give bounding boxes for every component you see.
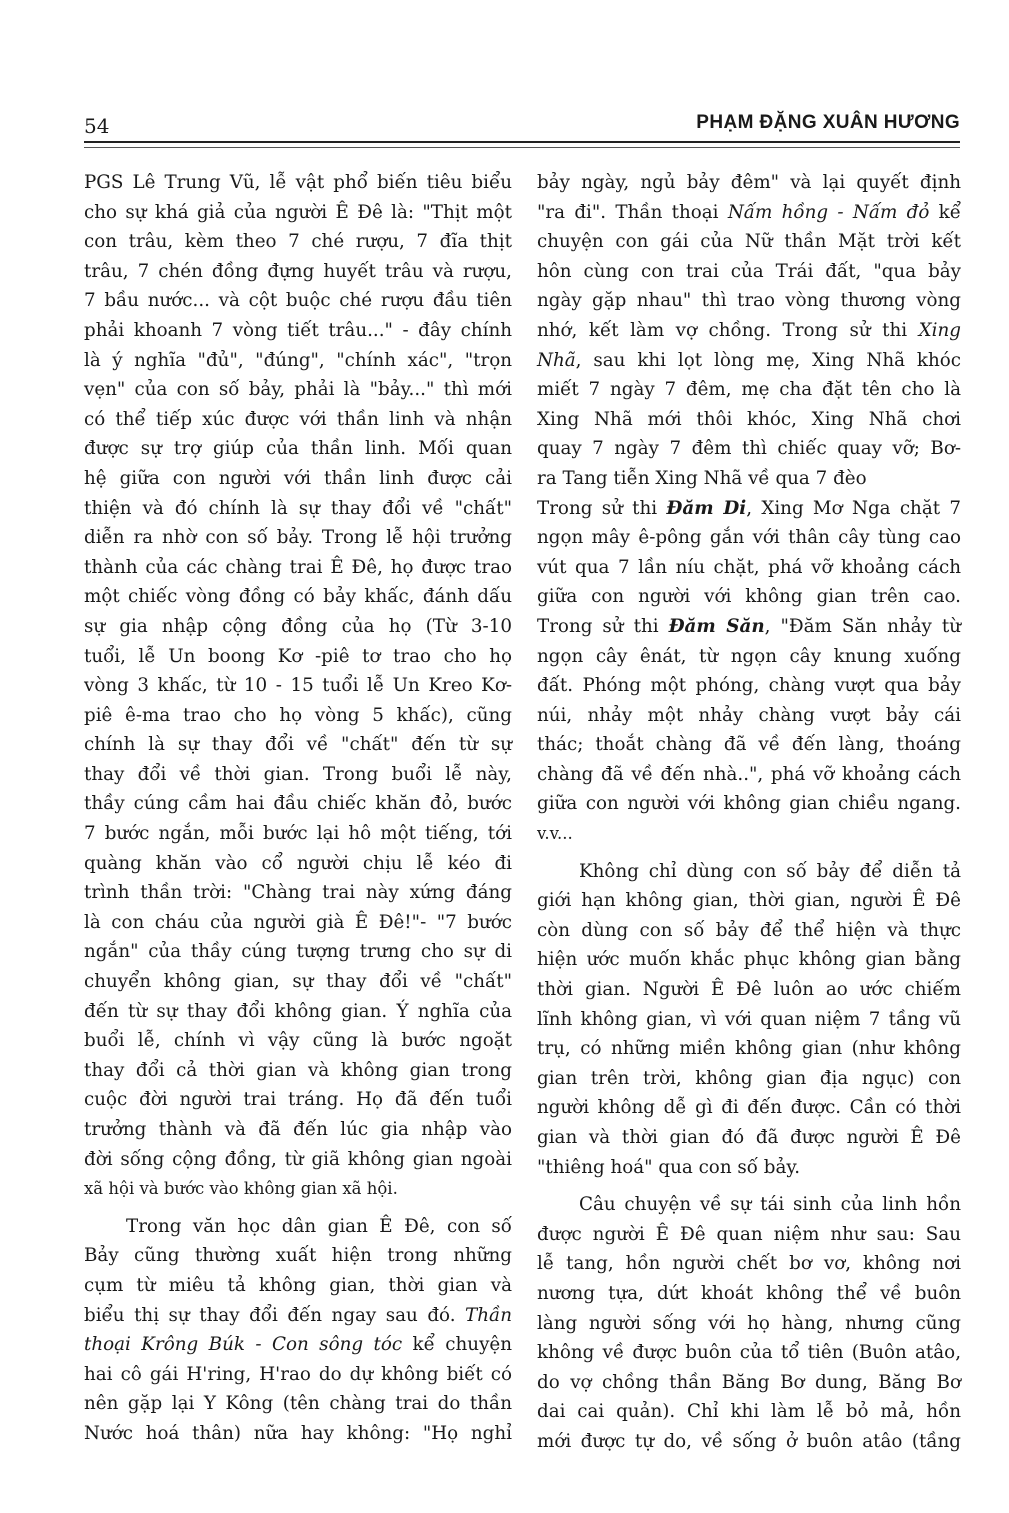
running-head-author: PHẠM ĐẶNG XUÂN HƯƠNG [696, 112, 960, 133]
text-line: thời gian. Người Ê Đê luôn ao ước chiếm [537, 979, 961, 1001]
text-line: đến từ sự thay đổi không gian. Ý nghĩa của [84, 1000, 512, 1022]
text-line: thay đổi cả thời gian và không gian trong [84, 1059, 512, 1081]
text-line: ngọn cây ênát, từ ngọn cây knung xuống [537, 645, 961, 667]
text-line: được sự trợ giúp của thần linh. Mối quan [84, 438, 512, 460]
text-line: piê ê-ma trao cho họ vòng 5 khấc), cũng [84, 704, 512, 726]
text-line: một chiếc vòng đồng có bảy khấc, đánh dấu [84, 586, 512, 608]
text-line: còn dùng con số bảy để thể hiện và thực [537, 919, 961, 941]
text-line: hôn cùng con trai của Trái đất, "qua bảy [537, 260, 961, 282]
text-line: gian trên trời, không gian địa ngục) con [537, 1067, 961, 1089]
text-line: hai cô gái H'ring, H'rao do dự không biết có [84, 1363, 512, 1385]
text-line: tuổi, lễ Un boong Kơ -piê tơ trao cho họ [84, 645, 512, 667]
paragraph-gap [84, 1204, 512, 1212]
text-line: ngắn" của thầy cúng tượng trưng cho sự di [84, 941, 512, 963]
text-line: Không chỉ dùng con số bảy để diễn tả [579, 860, 961, 882]
text-line: nương tựa, dứt khoát không thể về buôn [537, 1282, 961, 1304]
text-run: , sau khi lọt lòng mẹ, Xing Nhã khóc [575, 349, 961, 371]
text-line: dai cai quản). Chỉ khi làm lễ bỏ mả, hồn [537, 1401, 961, 1423]
italic-title: Nhã [537, 349, 576, 371]
text-line: buổi lễ, chính vì vậy cũng là bước ngoặt [84, 1030, 512, 1052]
text-line [537, 494, 961, 524]
italic-title: thoại Krông Búk - Con sông tóc [84, 1334, 403, 1356]
text-line: sự gia nhập cộng đồng của họ (Từ 3-10 [84, 615, 512, 637]
header-rule [84, 141, 960, 143]
text-line: lĩnh không gian, vì với quan niệm 7 tầng vũ [537, 1008, 961, 1030]
text-line: Câu chuyện về sự tái sinh của linh hồn [579, 1194, 961, 1216]
text-line: có thể tiếp xúc được với thần linh và nhận [84, 408, 512, 430]
text-run: kể [938, 201, 961, 223]
paragraph-gap [537, 1182, 961, 1190]
text-line: xã hội và bước vào không gian xã hội. [84, 1179, 398, 1199]
text-line: lễ tang, hồn người chết bơ vơ, không nơi [537, 1253, 961, 1275]
text-run: , Xing Mơ Nga chặt 7 [746, 497, 961, 519]
text-line: núi, nhảy một nhảy chàng vượt bảy cái [537, 704, 961, 726]
italic-title: Xing [918, 319, 962, 341]
text-line: chàng đã về đến nhà..", phá vỡ khoảng cách [537, 763, 961, 785]
text-line: do vợ chồng thần Băng Bơ dung, Băng Bơ [537, 1371, 961, 1393]
text-line: đời sống cộng đồng, từ giã không gian ngoài [84, 1148, 512, 1170]
text-line: thay đổi về thời gian. Trong buổi lễ này, [84, 763, 512, 785]
text-line: "thiêng hoá" qua con số bảy. [537, 1156, 801, 1178]
text-line: nên gặp lại Y Kông (tên chàng trai do thần [84, 1393, 512, 1415]
text-line: thành của các chàng trai Ê Đê, họ được trao [84, 556, 512, 578]
text-line: chuyện con gái của Nữ thần Mặt trời kết [537, 231, 961, 253]
text-line: Trong văn học dân gian Ê Đê, con số [126, 1215, 512, 1237]
text-line: người không dễ gì đi đến được. Cần có thời [537, 1097, 961, 1119]
text-line: giữa con người với không gian chiều ngang. [537, 793, 961, 815]
text-line: trụ, có những miền không gian (như không [537, 1038, 961, 1060]
text-run: , "Đăm Săn nhảy từ [764, 615, 961, 637]
text-line: ngọn mây ê-pông gắn với thân cây tùng cao [537, 527, 961, 549]
italic-title: Đăm Di [666, 497, 747, 519]
italic-title: Đăm Săn [668, 615, 765, 637]
text-line: Xing Nhã mới thôi khóc, Xing Nhã chơi [537, 408, 961, 430]
text-line: PGS Lê Trung Vũ, lễ vật phổ biến tiêu biểu [84, 172, 512, 193]
text-line: vút qua 7 lần níu chặt, phá vỡ khoảng cách [537, 556, 961, 578]
text-run: kể chuyện [412, 1334, 513, 1356]
text-run: Trong sử thi [537, 615, 659, 637]
text-line: con trâu, kèm theo 7 ché rượu, 7 đĩa thịt [84, 231, 512, 253]
text-line: ngày gặp nhau" thì trao vòng thương vòng [537, 290, 961, 312]
text-run: Trong sử thi [537, 497, 658, 519]
text-line: chuyển không gian, sự thay đổi về "chất" [84, 971, 512, 993]
text-line: là ý nghĩa "đủ", "đúng", "chính xác", "trọn [84, 349, 512, 371]
text-line: giữa con người với không gian trên cao. [537, 586, 961, 608]
italic-title: Thần [465, 1304, 512, 1326]
text-line: quay 7 ngày 7 đêm thì chiếc quay vỡ; Bơ- [537, 438, 961, 460]
text-run: nhớ, kết làm vợ chồng. Trong sử thi [537, 319, 908, 341]
text-line [537, 346, 961, 376]
text-line: vòng 3 khấc, từ 10 - 15 tuổi lễ Un Kreo Kơ- [84, 675, 512, 697]
page-number: 54 [84, 114, 110, 138]
text-line: miết 7 ngày 7 đêm, mẹ cha đặt tên cho là [537, 379, 961, 401]
italic-title: Nấm hồng - Nấm đỏ [727, 201, 930, 223]
right-column [537, 168, 961, 1457]
text-line: hệ giữa con người với thần linh được cải [84, 467, 512, 489]
text-line: được người Ê Đê quan niệm như sau: Sau [537, 1223, 961, 1245]
text-line: vẹn" của con số bảy, phải là "bảy..." thì mới [84, 379, 512, 401]
text-line: đất. Phóng một phóng, chàng vượt qua bảy [537, 675, 961, 697]
text-line: làng người sống với họ hàng, nhưng cũng [537, 1312, 961, 1334]
paragraph-gap [537, 849, 961, 857]
text-line: quàng khăn vào cổ người chịu lễ kéo đi [84, 852, 512, 874]
text-line: Nước hoá thân) nữa hay không: "Họ nghỉ [84, 1422, 512, 1444]
text-line: Bảy cũng thường xuất hiện trong những [84, 1245, 512, 1267]
text-line: hiện ước muốn khắc phục không gian bằng [537, 949, 961, 971]
text-line: giới hạn không gian, thời gian, người Ê Đê [537, 890, 961, 912]
text-line: thầy cúng cầm hai đầu chiếc khăn đỏ, bước [84, 793, 512, 815]
text-line: cuộc đời người trai tráng. Họ đã đến tuổi [84, 1089, 512, 1111]
text-line: ra Tang tiễn Xing Nhã về qua 7 đèo [537, 467, 867, 489]
text-line: phải khoanh 7 vòng tiết trâu..." - đây chính [84, 319, 512, 341]
text-line: mới được tự do, về sống ở buôn atâo (tầng [537, 1430, 961, 1452]
header-rule-thin [84, 147, 960, 148]
text-line: 7 bầu nước... và cột buộc ché rượu đầu tiên [84, 290, 512, 312]
text-line [84, 1301, 512, 1331]
text-line [84, 1330, 512, 1360]
page-header [84, 112, 960, 142]
text-line [537, 612, 961, 642]
text-line: cho sự khá giả của người Ê Đê là: "Thịt một [84, 201, 512, 223]
text-line: gian và thời gian đó đã được người Ê Đê [537, 1127, 961, 1148]
text-line: chính là sự thay đổi về "chất" đến từ sự [84, 734, 512, 756]
text-run: "ra đi". Thần thoại [537, 201, 719, 223]
text-line: không về được buôn của tổ tiên (Buôn atâo, [537, 1342, 961, 1364]
text-line: trình thần trời: "Chàng trai này xứng đáng [84, 882, 512, 904]
text-line: trưởng thành và đã đến lúc gia nhập vào [84, 1119, 512, 1140]
text-line: thác; thoắt chàng đã về đến làng, thoáng [537, 734, 961, 756]
text-line: 7 bước ngắn, mỗi bước lại hô một tiếng, tới [84, 823, 512, 845]
text-run: biểu thị sự thay đổi đến ngay sau đó. [84, 1304, 456, 1326]
text-line [537, 198, 961, 228]
text-line: bảy ngày, ngủ bảy đêm" và lại quyết định [537, 172, 961, 193]
text-line: trâu, 7 chén đồng đựng huyết trâu và rượu, [84, 260, 512, 282]
text-line: thiện và đó chính là sự thay đổi về "chất" [84, 497, 512, 519]
text-line [537, 316, 961, 346]
text-line: là con cháu của người già Ê Đê!"- "7 bước [84, 911, 512, 933]
left-column [84, 168, 512, 1449]
text-line: cụm từ miêu tả không gian, thời gian và [84, 1274, 512, 1296]
text-line: v.v... [537, 824, 573, 844]
text-line: diễn ra nhờ con số bảy. Trong lễ hội trưởng [84, 527, 512, 549]
